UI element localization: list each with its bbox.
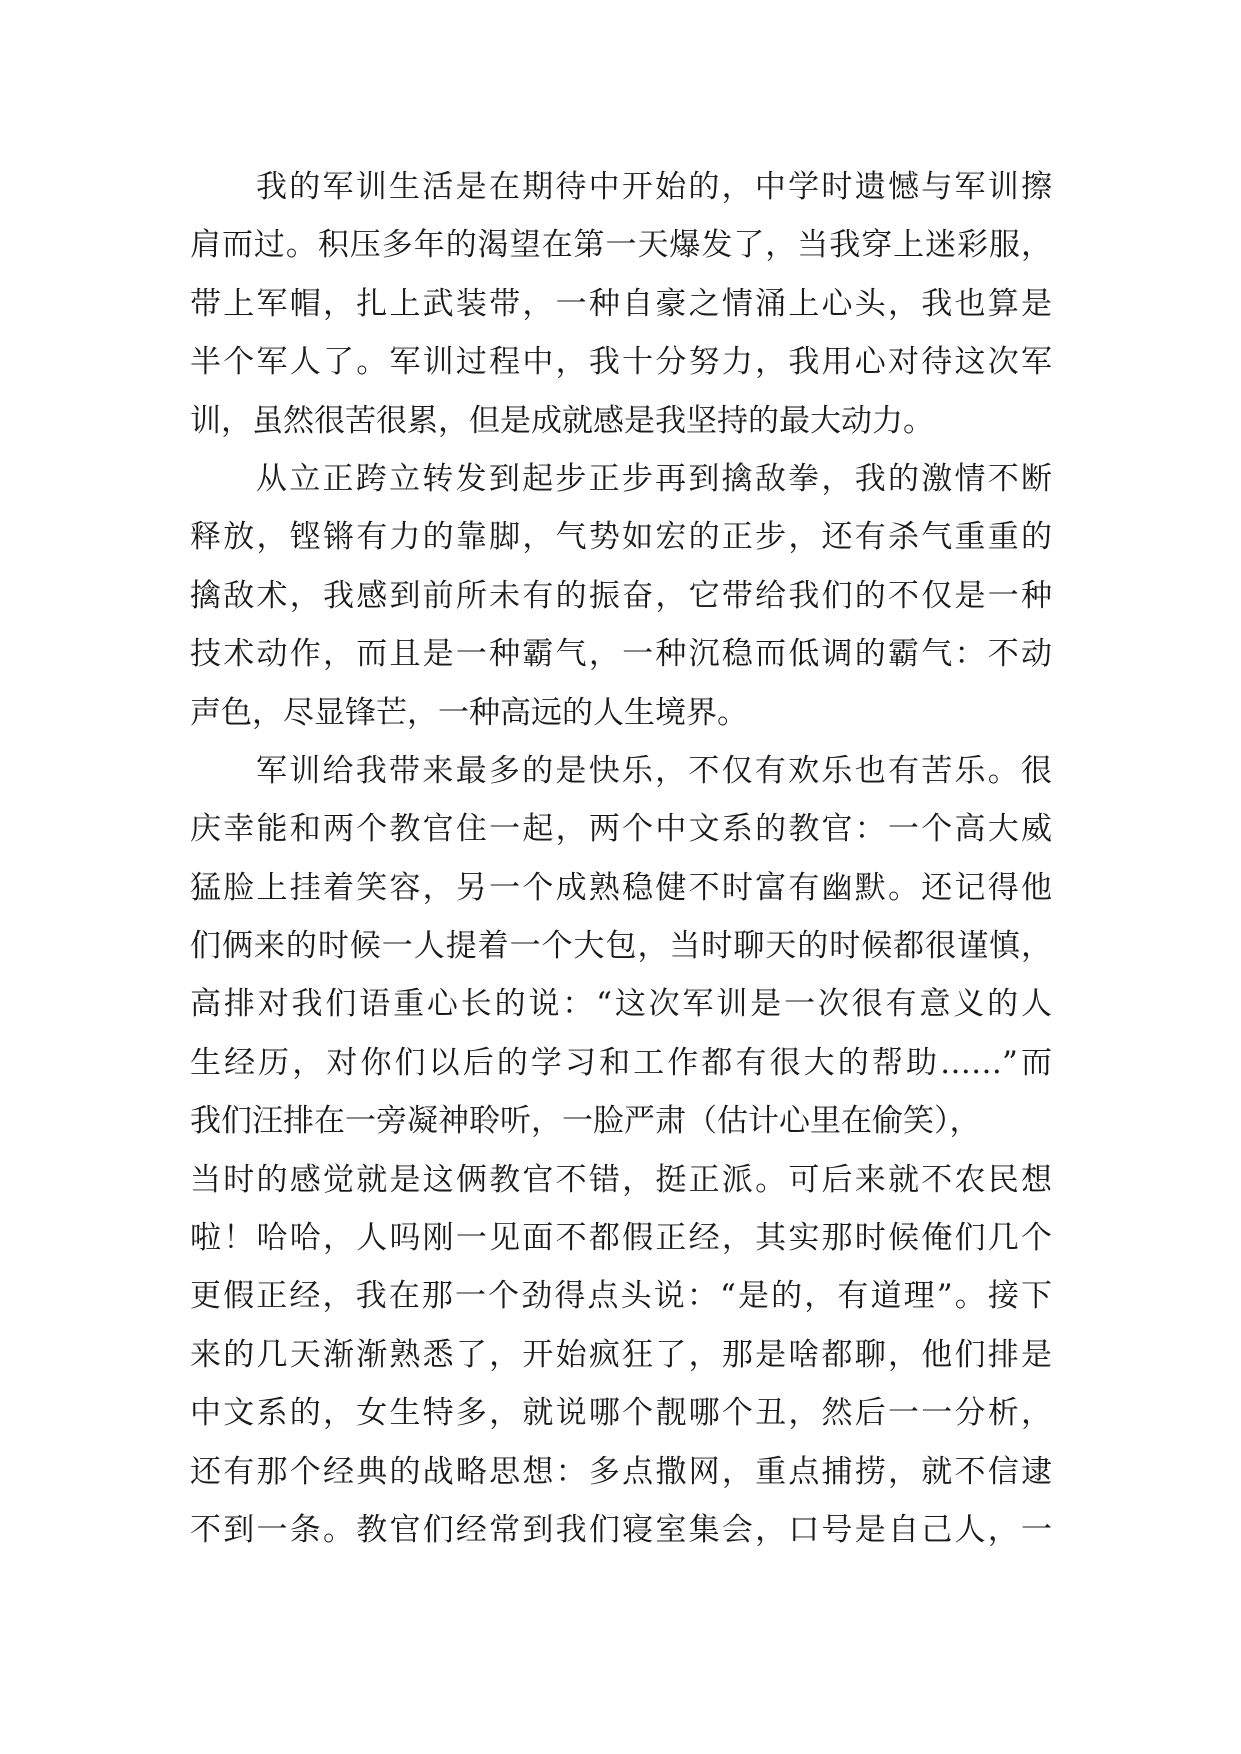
paragraph-3-line-5: 高排对我们语重心长的说：“这次军训是一次很有意义的人 (190, 986, 1052, 1023)
paragraph-2-line-5: 声色，尽显锋芒，一种高远的人生境界。 (190, 694, 748, 731)
paragraph-2-line-3: 擒敌术，我感到前所未有的振奋，它带给我们的不仅是一种 (190, 577, 1052, 614)
paragraph-3-line-10: 更假正经，我在那一个劲得点头说：“是的，有道理”。接下 (190, 1278, 1052, 1315)
paragraph-2-line-1: 从立正跨立转发到起步正步再到擒敌拳，我的激情不断 (256, 460, 1052, 497)
paragraph-3-line-13: 还有那个经典的战略思想：多点撒网，重点捕捞，就不信逮 (190, 1453, 1052, 1490)
paragraph-3-line-9: 啦！哈哈，人吗刚一见面不都假正经，其实那时候俺们几个 (190, 1220, 1052, 1257)
paragraph-2-line-4: 技术动作，而且是一种霸气，一种沉稳而低调的霸气：不动 (190, 636, 1052, 673)
paragraph-1-line-4: 半个军人了。军训过程中，我十分努力，我用心对待这次军 (190, 344, 1052, 381)
paragraph-3-line-8: 当时的感觉就是这俩教官不错，挺正派。可后来就不农民想 (190, 1161, 1052, 1198)
paragraph-1-line-3: 带上军帽，扎上武装带，一种自豪之情涌上心头，我也算是 (190, 285, 1052, 322)
paragraph-1-line-5: 训，虽然很苦很累，但是成就感是我坚持的最大动力。 (190, 402, 934, 439)
paragraph-3-line-4: 们俩来的时候一人提着一个大包，当时聊天的时候都很谨慎， (190, 928, 1052, 965)
paragraph-3-line-3: 猛脸上挂着笑容，另一个成熟稳健不时富有幽默。还记得他 (190, 869, 1052, 906)
body-text (190, 158, 1052, 1559)
paragraph-3-line-12: 中文系的，女生特多，就说哪个靓哪个丑，然后一一分析， (190, 1395, 1052, 1432)
paragraph-2-line-2: 释放，铿锵有力的靠脚，气势如宏的正步，还有杀气重重的 (190, 519, 1052, 556)
paragraph-3-line-6: 生经历，对你们以后的学习和工作都有很大的帮助……”而 (190, 1044, 1052, 1081)
paragraph-3-line-11: 来的几天渐渐熟悉了，开始疯狂了，那是啥都聊，他们排是 (190, 1336, 1052, 1373)
paragraph-3-line-1: 军训给我带来最多的是快乐，不仅有欢乐也有苦乐。很 (256, 752, 1052, 789)
paragraph-3-line-14: 不到一条。教官们经常到我们寝室集会，口号是自己人，一 (190, 1511, 1052, 1548)
paragraph-1-line-2: 肩而过。积压多年的渴望在第一天爆发了，当我穿上迷彩服， (190, 227, 1052, 264)
paragraph-3-line-7: 我们汪排在一旁凝神聆听，一脸严肃（估计心里在偷笑）， (190, 1103, 981, 1140)
paragraph-3-line-2: 庆幸能和两个教官住一起，两个中文系的教官：一个高大威 (190, 811, 1052, 848)
paragraph-1-line-1: 我的军训生活是在期待中开始的，中学时遗憾与军训擦 (256, 169, 1052, 205)
